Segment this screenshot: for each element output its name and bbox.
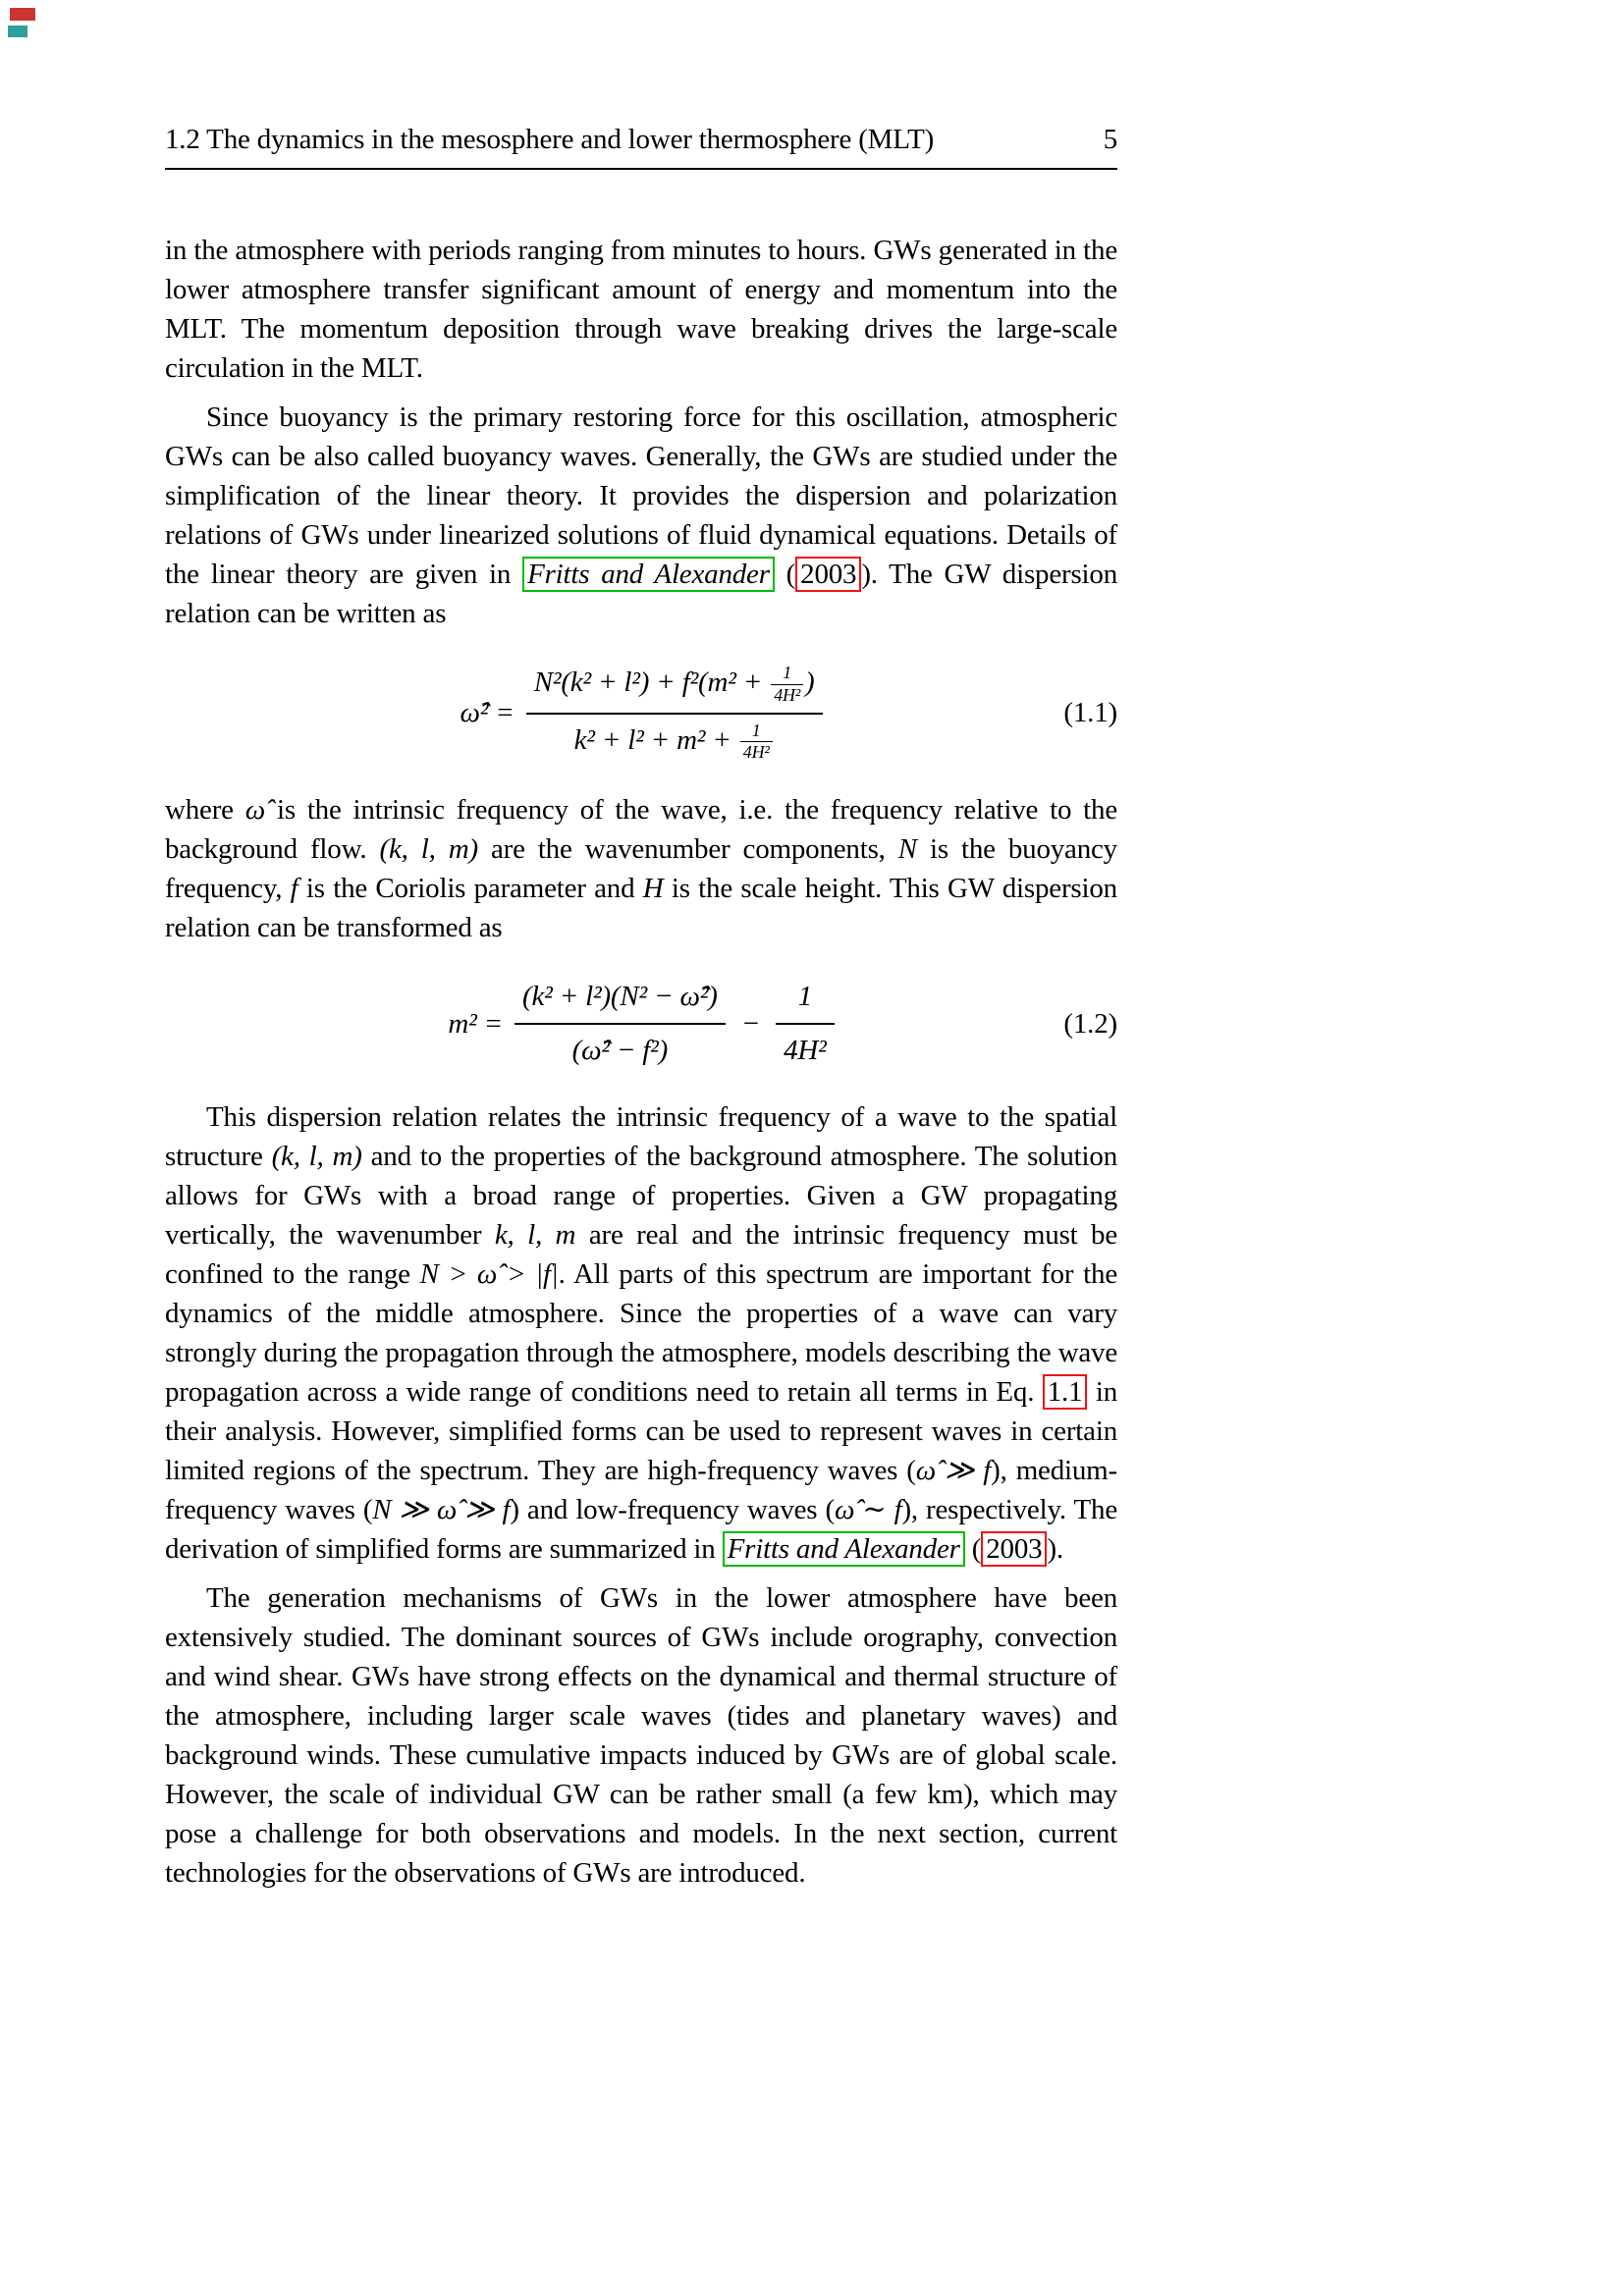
equation-number: (1.2) (1063, 1007, 1117, 1040)
text-run: ) and low-frequency waves ( (510, 1494, 835, 1526)
math-inline: (k, l, m) (379, 833, 478, 866)
text-run: . All parts of this spectrum are important for the dynamics of the middle atmosphere. Since the properties of a wave can vary strongly during the propagation through the atmosphere, models describing the wave propagation across a wide range of conditions need to retain all terms in Eq. (165, 1258, 1117, 1409)
text-run: Since buoyancy is the primary restoring force for this oscillation, atmospheric GWs can be also called buoyancy waves. Generally, the GWs are studied under the simplification of the linear theory. It provides the dispersion and polarization relations of GWs under linearized solutions of fluid dynamical equations. Details of the linear theory are given in (165, 401, 1117, 590)
fraction-numerator: (k² + l²)(N² − ω̂²) (514, 975, 726, 1025)
text-run: This dispersion relation relates the intrinsic frequency of a wave to the spatial structure (165, 1101, 1117, 1173)
small-fraction-numerator: 1 (740, 721, 773, 743)
math-inline: ω̂ ∼ f (834, 1494, 902, 1526)
math-inline: N (897, 833, 917, 866)
math-inline: ω̂ ≫ f (915, 1455, 992, 1487)
fraction-denominator: (ω̂² − f²) (571, 1035, 669, 1067)
equation-fraction (526, 661, 823, 765)
text-run: ( (964, 1533, 982, 1566)
math-inline: ω̂ (244, 794, 266, 827)
text-run: where (165, 794, 245, 827)
paragraph-dispersion-discussion (165, 1097, 1117, 1569)
text-run: ( (774, 559, 796, 590)
text-run: is the Coriolis parameter and (298, 873, 643, 905)
math-inline: N ≫ ω̂ ≫ f (372, 1494, 511, 1526)
math-inline: f (290, 873, 298, 905)
math-inline: H (642, 873, 664, 905)
paragraph-generation-mechanisms (165, 1578, 1117, 1893)
fraction-numerator (526, 661, 823, 715)
small-fraction-denominator: 4H² (774, 684, 801, 705)
text-run: is the intrinsic frequency of the wave, i.e. the frequency relative to the background flow. (165, 794, 1117, 866)
inline-small-fraction (740, 721, 773, 764)
equation-fraction (514, 975, 726, 1072)
citation-year-link[interactable]: 2003 (981, 1531, 1047, 1567)
text-run: are real and the intrinsic frequency must be confined to the range (165, 1219, 1118, 1291)
equation-display-1-2 (165, 975, 1117, 1072)
small-fraction-denominator: 4H² (742, 742, 770, 763)
math-inline: k, l, m (494, 1219, 576, 1252)
citation-link[interactable]: Fritts and Alexander (723, 1531, 965, 1567)
text-run: ), respectively. The derivation of simplified forms are summarized in (165, 1494, 1118, 1566)
text-run: is the buoyancy frequency, (165, 833, 1117, 905)
running-header (165, 120, 1117, 170)
text-run: ). (1047, 1533, 1063, 1566)
scan-artifact-teal (8, 26, 27, 37)
equation-number: (1.1) (1063, 697, 1117, 729)
equation-ref-link[interactable]: 1.1 (1043, 1374, 1088, 1410)
citation-year-link[interactable]: 2003 (795, 557, 861, 592)
math-run: ) (805, 667, 815, 698)
math-inline: (k, l, m) (271, 1141, 362, 1173)
text-run: and to the properties of the background atmosphere. The solution allows for GWs with a broad range of properties. Given a GW propagating vertically, the wavenumber (165, 1141, 1117, 1252)
fraction-denominator (526, 715, 823, 766)
page-content (165, 120, 1117, 1902)
section-title: 1.2 The dynamics in the mesosphere and lower thermosphere (MLT) (165, 124, 935, 155)
fraction-numerator: 1 (776, 975, 835, 1025)
math-inline: N > ω̂ > |f| (419, 1258, 559, 1291)
text-run: The generation mechanisms of GWs in the lower atmosphere have been extensively studied. The dominant sources of GWs include orography, convection and wind shear. GWs have strong effects on the dynamical and thermal structure of the atmosphere, including larger scale waves (tides and planetary waves) and background winds. These cumulative impacts induced by GWs are of global scale. However, the scale of individual GW can be rather small (a few km), which may pose a challenge for both observations and models. In the next section, current technologies for the observations of GWs are introduced. (165, 1582, 1117, 1890)
text-run: is the scale height. This GW dispersion relation can be transformed as (165, 873, 1117, 944)
scan-artifact-red (10, 8, 35, 21)
math-run: k² + l² + m² + (573, 723, 738, 756)
text-run: ), medium-frequency waves ( (165, 1455, 1117, 1526)
minus-operator: − (740, 1007, 761, 1040)
fraction-denominator: 4H² (784, 1035, 827, 1067)
text-run: ). The GW dispersion relation can be written as (165, 559, 1117, 629)
equation-display-1-1 (165, 661, 1117, 765)
equation-lhs: m² = (448, 1007, 504, 1040)
text-run: are the wavenumber components, (477, 833, 898, 866)
inline-small-fraction (771, 664, 803, 706)
text-run: in the atmosphere with periods ranging from minutes to hours. GWs generated in the lower atmosphere transfer significant amount of energy and momentum into the MLT. The momentum deposition through wave breaking drives the large-scale circulation in the MLT. (165, 235, 1117, 384)
equation-body (448, 975, 834, 1072)
paragraph-buoyancy (165, 398, 1117, 633)
equation-fraction (776, 975, 835, 1072)
math-run: N²(k² + l²) + f²(m² + (533, 667, 770, 698)
text-run: in their analysis. However, simplified forms can be used to represent waves in certain limited regions of the spectrum. They are high-frequency waves ( (165, 1376, 1117, 1487)
paragraph-definitions (165, 790, 1117, 947)
equation-body (460, 661, 823, 765)
equation-lhs: ω̂² = (460, 697, 514, 729)
citation-link[interactable]: Fritts and Alexander (522, 557, 775, 592)
page-number: 5 (1103, 124, 1117, 155)
small-fraction-numerator: 1 (771, 664, 803, 685)
paragraph-intro (165, 231, 1117, 388)
